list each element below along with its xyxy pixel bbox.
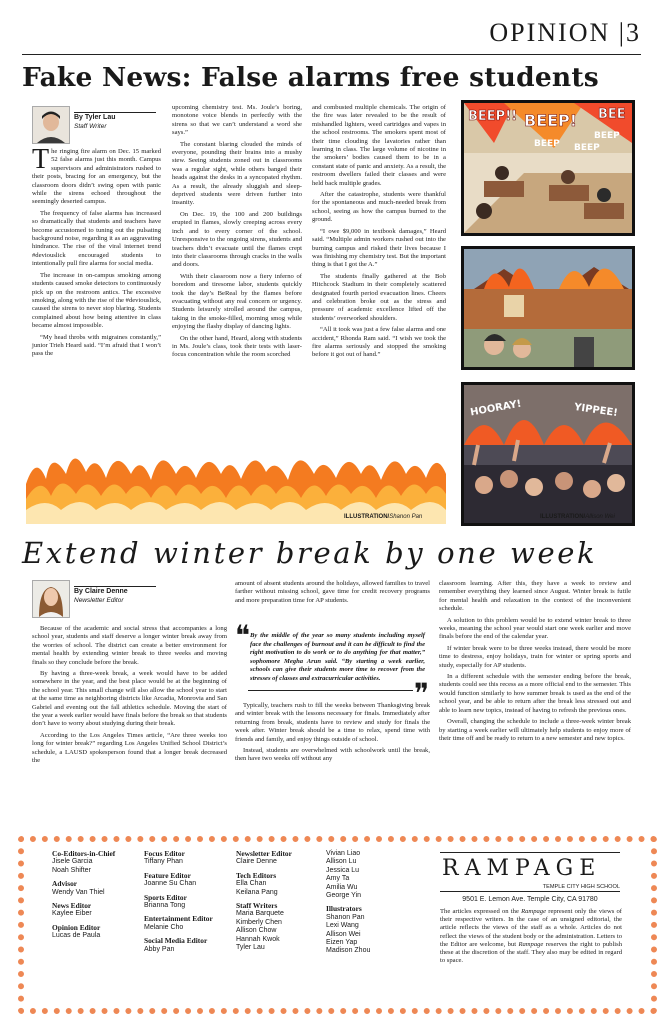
portrait-icon: [33, 581, 69, 617]
staff-name: Kimberly Chen: [236, 918, 282, 926]
staff-title: Staff Writers: [236, 901, 278, 911]
paragraph: and combusted multiple chemicals. The origin of the fire was later revealed to be the result of mishandled lighters, weed cartridges and vapes in the school restrooms. The smokers spent most of their time clouding the lavatories rather than learning in class. The large volume of nicotine in the smokers’ bodies caused them to be in a constant state of panic and anxiety. As a result, the restroom dwellers failed their classes and were held back multiple grades.: [312, 104, 446, 187]
article1-role: Staff Writer: [74, 123, 107, 130]
article2-headline: Extend winter break by one week: [22, 536, 598, 570]
disclaimer-text: represent only the views of their respective writers. In the case of an unsigned editorial, the article reflects the views of the staff as a whole. Articles do not reflect the views of the student body or the administration. Letters to the Editor are welcome, but: [440, 908, 622, 948]
staff-name: Allison Chow: [236, 927, 277, 935]
byline-rule-2: [74, 586, 156, 587]
staff-name: Kaylee Eiber: [52, 910, 92, 918]
staff-title: Feature Editor: [144, 870, 191, 880]
cheer-text-hooray: HOORAY!: [469, 398, 523, 419]
beep-text-5: BEEP: [574, 143, 600, 153]
staff-name: Eizen Yap: [326, 939, 358, 947]
section-divider: |: [610, 18, 626, 47]
disclaimer: [440, 908, 622, 965]
article1-column-2: [172, 104, 302, 363]
article2-byline: By Claire Denne: [74, 588, 128, 595]
disclaimer-paper-name: Rampage: [521, 908, 547, 915]
staff-name: Madison Zhou: [326, 947, 371, 955]
school-name: TEMPLE CITY HIGH SCHOOL: [542, 884, 620, 890]
campus-fire-illustration: [464, 249, 632, 367]
paragraph: On the other hand, Heard, along with students in Ms. Joule’s class, took their tests with laser-focus concentration while the room scorched: [172, 334, 302, 359]
staff-column-2: [144, 850, 234, 959]
cartoon-celebration: [461, 382, 635, 526]
staff-title: Entertainment Editor: [144, 914, 213, 924]
disclaimer-text: The articles expressed on the: [440, 908, 522, 915]
staff-name: Allison Lu: [326, 858, 357, 866]
cartoon-burning-campus: [461, 246, 635, 370]
article1-byline: By Tyler Lau: [74, 114, 116, 121]
beep-text-1: BEEP!!: [468, 109, 518, 124]
beep-text-4: BEEP: [534, 139, 560, 149]
staff-title: Opinion Editor: [52, 922, 101, 932]
staff-column-1: [52, 850, 142, 946]
paragraph: If winter break were to be three weeks instead, there would be more time to destress, enjoy holidays, train for winter or spring sports and study, especially for AP students.: [439, 644, 631, 669]
staff-title: Advisor: [52, 879, 78, 889]
page-section-label: [489, 18, 641, 48]
staff-name: Brianna Tong: [144, 902, 186, 910]
byline-rule-1: [74, 112, 156, 113]
paragraph: The increase in on-campus smoking among students caused smoke detectors to continuously pick up on the restroom antics. The excessive smoking, along with the rise of the #deviouslick, caused the sirens to never stop blaring. Students complained about how being attentive in class became almost impossible.: [32, 271, 161, 330]
beep-text-3: BEE: [598, 107, 626, 122]
masthead-rule-bottom: [440, 891, 620, 892]
paragraph: Instead, students are overwhelmed with schoolwork until the break, then have two weeks off without any: [235, 747, 430, 763]
staff-name: Allison Wei: [326, 930, 361, 938]
paragraph: A solution to this problem would be to extend winter break to three weeks, meaning the school year would start one week earlier and move finals before the end of the calendar year.: [439, 616, 631, 641]
beep-text-2: BEEP!: [524, 111, 578, 130]
staff-column-4: [326, 850, 414, 961]
staff-name: Jisele Garcia: [52, 858, 93, 866]
close-quote-icon: ❞: [414, 677, 430, 710]
article2-column-2-top: [235, 580, 430, 608]
disclaimer-paper-name: Rampage: [518, 940, 544, 948]
portrait-icon: [33, 107, 69, 143]
quote-rule: [248, 690, 413, 691]
paragraph: According to the Los Angeles Times article, “Are three weeks too long for winter break?” regarding Los Angeles Unified School District’s schedule, a LAUSD spokesperson found that a longer break decreased the: [32, 731, 227, 765]
staff-name: Keilana Pang: [236, 888, 278, 896]
cartoon-classroom-alarms: [461, 100, 635, 236]
article2-column-2-bottom: [235, 702, 430, 767]
staff-name: Wendy Van Thiel: [52, 888, 105, 896]
staff-name: Maria Barquete: [236, 910, 284, 918]
paragraph: On Dec. 19, the 100 and 200 buildings erupted in flames, slowly creeping across every inch and to every corner of the school. Unresponsive to the ongoing sirens, students and teachers didn’t evacuate until the flames crept into their classrooms through cracks in the walls and doors.: [172, 210, 302, 269]
paragraph: Typically, teachers rush to fill the weeks between Thanksgiving break and winter break with the lessons necessary for finals. Immediately after returning from break, students have to review and study for finals the week after. Winter break should be a time to relax, spend time with friends and family, and enjoy things outside of school.: [235, 702, 430, 743]
dropcap: T: [32, 144, 50, 175]
staff-name: Vivian Liao: [326, 850, 361, 857]
credit-label: ILLUSTRATION/: [344, 514, 390, 520]
staff-name: Tiffany Phan: [144, 858, 183, 866]
article1-column-3: [312, 104, 446, 363]
open-quote-icon: ❝: [235, 619, 251, 652]
staff-name: Tyler Lau: [236, 944, 265, 952]
paragraph: The frequency of false alarms has increased so dramatically that students and teachers have become accustomed to tuning out the pulsating background noise, regarding it as an aggravating hindrance. The rise of the viral internet trend #deviouslick encouraged students to intentionally pull fire alarms for social media.: [32, 209, 161, 268]
paragraph: The students finally gathered at the Bob Hitchcock Stadium in their completely scattered designated fourth period evacuation lines. Cheers and celebration broke out as the stress and pressure of academic excellence lifted off the students’ overworked shoulders.: [312, 272, 446, 322]
staff-title: Focus Editor: [144, 849, 185, 858]
staff-title: Co-Editors-in-Chief: [52, 849, 116, 858]
staff-name: Hannah Kwok: [236, 935, 280, 943]
paragraph: amount of absent students around the holidays, allowed families to travel farther without missing school, gave time for credit recovery programs and more preparation time for AP students.: [235, 580, 430, 604]
staff-name: Amy Ta: [326, 875, 350, 883]
staff-title: Tech Editors: [236, 870, 277, 880]
paragraph: After the catastrophe, students were thankful for the spontaneous and much-needed break from school, seeing as how the campus burned to the ground.: [312, 191, 446, 224]
article2-column-1: [32, 625, 227, 769]
paragraph: Because of the academic and social stress that accompanies a long school year, students and staff deserve a longer winter break away from the worries of school. The district can create a better environment for mental health by extending winter break to three weeks and moving finals so they conclude before the break.: [32, 625, 227, 666]
staff-name: Melanie Cho: [144, 923, 184, 931]
disclaimer-text: reserves the right to publish these at the discretion of the staff. They also may be edited in regard to space.: [440, 940, 622, 965]
staff-name: Jessica Lu: [326, 866, 360, 874]
author-photo-tyler: [32, 106, 70, 144]
paragraph: upcoming chemistry test. Ms. Joule’s boring, monotone voice blends in perfectly with the sirens so that we can’t understand a word she says.”: [172, 104, 302, 137]
flame-illustration: [26, 444, 446, 524]
school-address: 9501 E. Lemon Ave. Temple City, CA 91780: [462, 896, 598, 903]
staff-column-3: [236, 850, 324, 957]
staff-name: Amilia Wu: [326, 883, 358, 891]
staff-name: Shanon Pan: [326, 913, 365, 921]
staff-title: News Editor: [52, 901, 92, 911]
paragraph: The constant blaring clouded the minds of everyone, pounding their brains into a mushy stew. Seeing students zoned out in classrooms was a regular sight, while others banged their heads against the desks in a syncopated rhythm. As a result, the already sluggish and sleep-deprived students were driven further into insanity.: [172, 140, 302, 207]
paragraph: “All it took was just a few false alarms and one accident,” Rhonda Ram said. “I wish we took the fire alarms seriously and stopped the smoking before it got out of hand.”: [312, 326, 446, 359]
article2-column-3: [439, 580, 631, 746]
staff-name: Lucas de Paula: [52, 932, 101, 940]
article1-column-1: [32, 144, 161, 362]
paragraph: In a different schedule with the semester ending before the break, students could see this recess as a more official end to the semester. This would function similarly to how summer break is used as the end of the school year, and be able to return after the break less stressed out and able to learn new topics, instead of having to refresh the previous ones.: [439, 673, 631, 714]
staff-title: Social Media Editor: [144, 936, 208, 946]
credit-label: ILLUSTRATION/: [540, 514, 586, 520]
author-photo-claire: [32, 580, 70, 618]
paragraph: “My head throbs with migraines constantly,” junior Trieh Heard said. “I’m afraid that I won’t pass the: [32, 333, 161, 358]
beep-text-6: BEEP: [594, 131, 620, 141]
page-number: 3: [626, 18, 641, 47]
article1-headline: Fake News: False alarms free students: [22, 62, 599, 93]
staff-title: Sports Editor: [144, 892, 187, 902]
paragraph: Overall, changing the schedule to include a three-week winter break by starting a week earlier will ultimately help students to enjoy more of their time off and be ready to return to a new semester and new topics.: [439, 718, 631, 742]
staff-title: Illustrators: [326, 904, 362, 914]
masthead-rule-top: [440, 852, 620, 853]
credit-name: Shanon Pan: [389, 514, 423, 520]
staff-name: Abby Pan: [144, 945, 175, 953]
paragraph: With their classroom now a fiery inferno of boredom and tiresome labor, students quickly took the day’s BeReal by the flames before evacuating without any real concern or urgency. Students leisurely strolled around the campus, taking in the smoke-filled, morning smog while enjoying the flashy display of dancing lights.: [172, 272, 302, 331]
paragraph: “I owe $9,000 in textbook damages,” Heard said. “Multiple admin workers rushed out into the burning campus and risked their lives because I was finishing my chemistry test. But the important thing is that I got the A.”: [312, 227, 446, 269]
illustration-credit-1: [344, 514, 422, 520]
paragraph: classroom learning. After this, they have a week to review and remember everything they learned since August. Winter break is futile for mental health and relaxation in the context of the inconvenient schedule.: [439, 580, 631, 613]
section-name: OPINION: [489, 18, 611, 47]
header-rule: [22, 54, 641, 55]
article2-role: Newsletter Editor: [74, 597, 124, 604]
flames-icon: [26, 444, 446, 524]
newspaper-name: RAMPAGE: [442, 856, 602, 881]
cheer-text-yippee: YIPPEE!: [573, 402, 619, 419]
paragraph: By having a three-week break, a week would have to be added somewhere in the year, and the best place would be at the beginning of the school year. This small change will also allow the school year to start at the same time as neighboring districts like Arcadia, Monrovia and San Gabriel and evening out the fall athletics schedule. Moving the start of the year a week earlier would have finals before the break so that students don’t have to worry about studying during their break.: [32, 670, 227, 728]
staff-name: Claire Denne: [236, 858, 277, 866]
staff-name: Lexi Wang: [326, 922, 359, 930]
staff-name: Noah Shifter: [52, 866, 91, 874]
staff-name: Joanne Su Chan: [144, 880, 197, 888]
staff-name: George Yin: [326, 892, 362, 900]
staff-name: Ella Chan: [236, 880, 267, 888]
credit-name: Allison Wei: [585, 514, 615, 520]
paragraph: he ringing fire alarm on Dec. 15 marked 52 false alarms just this month. Campus supervisors and administrators rushed to their posts, bracing for an emergency, but the classroom doors didn’t swing open with panic while the sirens echoed throughout the seemingly deserted campus.: [32, 148, 161, 206]
illustration-credit-2: [540, 514, 615, 520]
staff-title: Newsletter Editor: [236, 849, 292, 858]
pull-quote: By the middle of the year so many students including myself face the challenges of burnout and it can be difficult to find the right motivation to do work or to do anything for that matter,” sophomore Megha Arun said. “By starting a week earlier, schools can give their students more time to recover from the stresses of classes and extracurricular activities.: [250, 632, 425, 682]
